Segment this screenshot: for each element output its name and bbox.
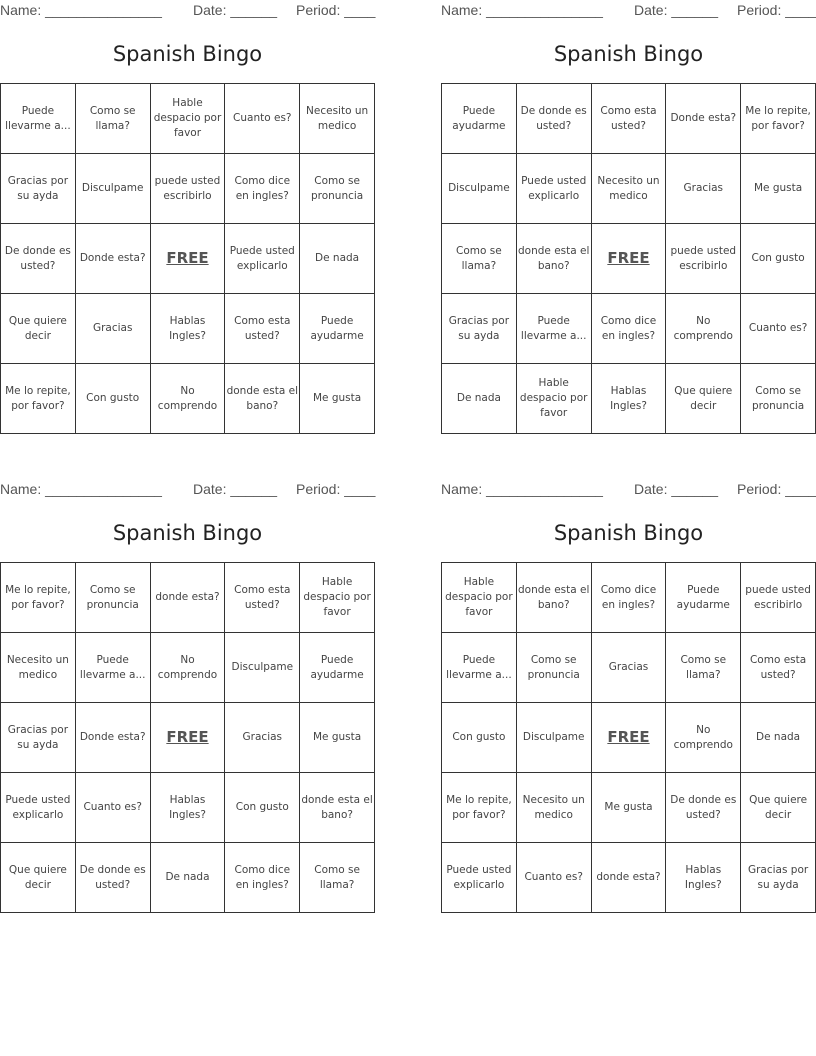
bingo-cell: Me gusta	[300, 364, 375, 434]
bingo-cell: Me lo repite, por favor?	[741, 84, 816, 154]
bingo-cell: Como se llama?	[442, 224, 517, 294]
bingo-cell: puede usted escribirlo	[666, 224, 741, 294]
bingo-cell: Disculpame	[76, 154, 151, 224]
date-field: Date: ______	[193, 481, 278, 497]
card-title: Spanish Bingo	[112, 42, 263, 66]
bingo-cell: Como dice en ingles?	[592, 294, 667, 364]
bingo-cell: Hablas Ingles?	[592, 364, 667, 434]
bingo-cell: Me lo repite, por favor?	[1, 364, 76, 434]
bingo-cell: Hablas Ingles?	[151, 773, 226, 843]
bingo-cell: De nada	[151, 843, 226, 913]
bingo-cell: Necesito un medico	[1, 633, 76, 703]
bingo-cell: Necesito un medico	[300, 84, 375, 154]
free-space: FREE	[592, 224, 667, 294]
bingo-cell: Como esta usted?	[225, 294, 300, 364]
header-fields	[0, 479, 380, 501]
name-field: Name: _______________	[441, 481, 603, 497]
date-field: Date: ______	[193, 2, 278, 18]
bingo-cell: Puede llevarme a...	[1, 84, 76, 154]
bingo-cell: Necesito un medico	[592, 154, 667, 224]
bingo-cell: Hable despacio por favor	[442, 563, 517, 633]
bingo-cell: Gracias	[592, 633, 667, 703]
bingo-cell: Gracias por su ayda	[1, 154, 76, 224]
bingo-cell: Cuanto es?	[741, 294, 816, 364]
bingo-cell: Como se pronuncia	[300, 154, 375, 224]
bingo-cell: Con gusto	[741, 224, 816, 294]
bingo-cell: De nada	[741, 703, 816, 773]
bingo-cell: Que quiere decir	[666, 364, 741, 434]
bingo-cell: donde esta?	[592, 843, 667, 913]
bingo-cell: Donde esta?	[666, 84, 741, 154]
bingo-cell: Con gusto	[225, 773, 300, 843]
bingo-cell: Como esta usted?	[225, 563, 300, 633]
date-field: Date: ______	[634, 2, 719, 18]
bingo-cell: Hable despacio por favor	[517, 364, 592, 434]
bingo-cell: donde esta el bano?	[517, 224, 592, 294]
name-field: Name: _______________	[0, 481, 162, 497]
bingo-cell: Hable despacio por favor	[151, 84, 226, 154]
bingo-cell: Gracias	[666, 154, 741, 224]
bingo-cell: De donde es usted?	[76, 843, 151, 913]
bingo-cell: Puede usted explicarlo	[442, 843, 517, 913]
bingo-grid	[0, 83, 375, 434]
bingo-cell: donde esta el bano?	[300, 773, 375, 843]
bingo-cell: Hablas Ingles?	[666, 843, 741, 913]
period-field: Period: ____	[737, 2, 816, 18]
bingo-cell: Gracias	[225, 703, 300, 773]
bingo-cell: Puede usted explicarlo	[517, 154, 592, 224]
card-title: Spanish Bingo	[553, 42, 704, 66]
date-field: Date: ______	[634, 481, 719, 497]
bingo-cell: No comprendo	[666, 703, 741, 773]
bingo-cell: De donde es usted?	[517, 84, 592, 154]
bingo-cell: Cuanto es?	[517, 843, 592, 913]
bingo-cell: Necesito un medico	[517, 773, 592, 843]
bingo-cell: Hablas Ingles?	[151, 294, 226, 364]
bingo-cell: Con gusto	[76, 364, 151, 434]
bingo-cell: Puede ayudarme	[666, 563, 741, 633]
bingo-cell: De donde es usted?	[1, 224, 76, 294]
bingo-cell: Puede usted explicarlo	[1, 773, 76, 843]
bingo-cell: Donde esta?	[76, 703, 151, 773]
bingo-cell: Que quiere decir	[1, 843, 76, 913]
bingo-cell: Disculpame	[442, 154, 517, 224]
bingo-cell: Gracias por su ayda	[1, 703, 76, 773]
card-title: Spanish Bingo	[553, 521, 704, 545]
bingo-cell: Como esta usted?	[741, 633, 816, 703]
bingo-cell: Puede llevarme a...	[517, 294, 592, 364]
bingo-cell: Que quiere decir	[741, 773, 816, 843]
bingo-cell: Cuanto es?	[225, 84, 300, 154]
bingo-cell: Puede ayudarme	[300, 294, 375, 364]
bingo-cell: Como dice en ingles?	[592, 563, 667, 633]
free-space: FREE	[151, 703, 226, 773]
bingo-cell: Me gusta	[592, 773, 667, 843]
header-fields	[441, 479, 816, 501]
bingo-cell: Con gusto	[442, 703, 517, 773]
bingo-cell: No comprendo	[666, 294, 741, 364]
bingo-cell: donde esta el bano?	[517, 563, 592, 633]
bingo-cell: No comprendo	[151, 364, 226, 434]
bingo-cell: Donde esta?	[76, 224, 151, 294]
bingo-cell: De donde es usted?	[666, 773, 741, 843]
bingo-cell: Disculpame	[225, 633, 300, 703]
bingo-cell: Como se pronuncia	[741, 364, 816, 434]
bingo-cell: Gracias	[76, 294, 151, 364]
bingo-cell: Como dice en ingles?	[225, 154, 300, 224]
bingo-cell: Puede llevarme a...	[442, 633, 517, 703]
header-fields	[441, 0, 816, 22]
bingo-cell: Como se llama?	[666, 633, 741, 703]
bingo-cell: Que quiere decir	[1, 294, 76, 364]
period-field: Period: ____	[737, 481, 816, 497]
bingo-cell: Como se pronuncia	[517, 633, 592, 703]
bingo-cell: Hable despacio por favor	[300, 563, 375, 633]
bingo-cell: donde esta?	[151, 563, 226, 633]
bingo-cell: Como dice en ingles?	[225, 843, 300, 913]
bingo-cell: Puede ayudarme	[300, 633, 375, 703]
bingo-cell: Me lo repite, por favor?	[1, 563, 76, 633]
header-fields	[0, 0, 380, 22]
bingo-cell: puede usted escribirlo	[741, 563, 816, 633]
name-field: Name: _______________	[0, 2, 162, 18]
free-space: FREE	[151, 224, 226, 294]
period-field: Period: ____	[296, 2, 376, 18]
bingo-cell: Me gusta	[741, 154, 816, 224]
bingo-cell: Cuanto es?	[76, 773, 151, 843]
bingo-cell: Como se llama?	[300, 843, 375, 913]
bingo-cell: Gracias por su ayda	[741, 843, 816, 913]
free-space: FREE	[592, 703, 667, 773]
bingo-cell: Como esta usted?	[592, 84, 667, 154]
name-field: Name: _______________	[441, 2, 603, 18]
bingo-cell: De nada	[300, 224, 375, 294]
bingo-cell: Puede usted explicarlo	[225, 224, 300, 294]
bingo-cell: Disculpame	[517, 703, 592, 773]
bingo-cell: Me lo repite, por favor?	[442, 773, 517, 843]
bingo-cell: Puede llevarme a...	[76, 633, 151, 703]
bingo-grid	[441, 562, 816, 913]
bingo-cell: Puede ayudarme	[442, 84, 517, 154]
period-field: Period: ____	[296, 481, 376, 497]
bingo-cell: puede usted escribirlo	[151, 154, 226, 224]
bingo-cell: Como se pronuncia	[76, 563, 151, 633]
bingo-cell: donde esta el bano?	[225, 364, 300, 434]
bingo-cell: No comprendo	[151, 633, 226, 703]
card-title: Spanish Bingo	[112, 521, 263, 545]
bingo-grid	[441, 83, 816, 434]
bingo-cell: Me gusta	[300, 703, 375, 773]
bingo-cell: Gracias por su ayda	[442, 294, 517, 364]
bingo-grid	[0, 562, 375, 913]
bingo-cell: De nada	[442, 364, 517, 434]
bingo-cell: Como se llama?	[76, 84, 151, 154]
